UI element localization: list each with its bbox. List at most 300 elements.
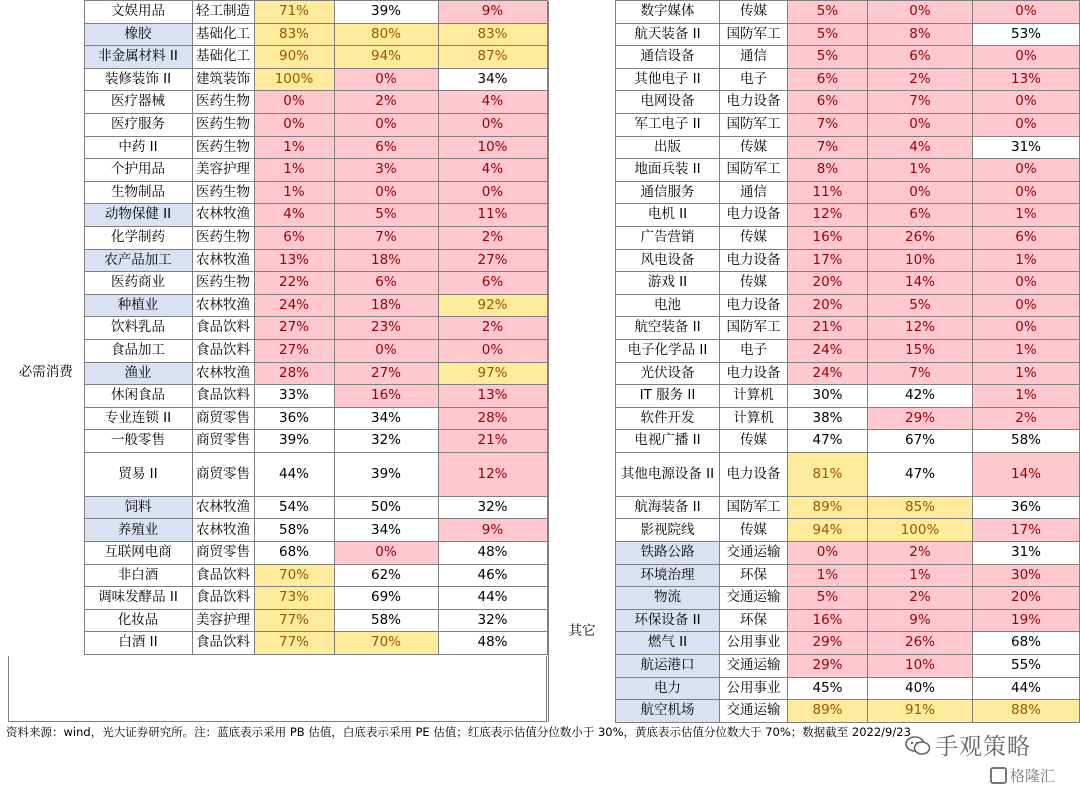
table-row (8, 542, 547, 565)
sector-name: 美容护理 (192, 609, 254, 632)
table-row (549, 136, 1080, 159)
table-row (8, 226, 547, 249)
percentile-value: 0% (973, 113, 1080, 136)
industry-name: 燃气 II (616, 632, 720, 655)
sector-name: 电子 (720, 339, 788, 362)
industry-name: 互联网电商 (84, 542, 192, 565)
industry-name: 化学制药 (84, 226, 192, 249)
right-valuation-table (548, 0, 1080, 723)
table-row (8, 587, 547, 610)
industry-name: 数字媒体 (616, 1, 720, 24)
percentile-value: 24% (788, 339, 868, 362)
percentile-value: 0% (973, 294, 1080, 317)
percentile-value: 2% (868, 587, 973, 610)
percentile-value: 0% (334, 68, 438, 91)
table-row (549, 68, 1080, 91)
table-row (549, 407, 1080, 430)
percentile-value: 36% (973, 496, 1080, 519)
sector-name: 医药生物 (192, 136, 254, 159)
table-row (549, 655, 1080, 678)
percentile-value: 46% (438, 564, 547, 587)
percentile-value: 68% (973, 632, 1080, 655)
industry-name: 医疗服务 (84, 113, 192, 136)
sector-name: 电力设备 (720, 91, 788, 114)
percentile-value: 5% (334, 204, 438, 227)
sector-name: 食品饮料 (192, 564, 254, 587)
industry-name: 电子化学品 II (616, 339, 720, 362)
percentile-value: 34% (334, 407, 438, 430)
percentile-value: 91% (868, 700, 973, 723)
percentile-value: 68% (254, 542, 334, 565)
industry-name: 橡胶 (84, 23, 192, 46)
percentile-value: 24% (254, 294, 334, 317)
industry-name: 军工电子 II (616, 113, 720, 136)
left-valuation-table (8, 0, 548, 655)
industry-name: 电力 (616, 677, 720, 700)
percentile-value: 39% (334, 1, 438, 24)
table-row (8, 68, 547, 91)
percentile-value: 4% (254, 204, 334, 227)
industry-name: 广告营销 (616, 226, 720, 249)
percentile-value: 0% (254, 113, 334, 136)
sector-name: 交通运输 (720, 542, 788, 565)
industry-name: 环保设备 II (616, 609, 720, 632)
table-row (549, 91, 1080, 114)
percentile-value: 0% (973, 1, 1080, 24)
table-row (549, 632, 1080, 655)
percentile-value: 70% (254, 564, 334, 587)
percentile-value: 0% (973, 181, 1080, 204)
sector-name: 电力设备 (720, 294, 788, 317)
percentile-value: 24% (788, 362, 868, 385)
table-row (8, 204, 547, 227)
percentile-value: 30% (788, 385, 868, 408)
source-footnote: 资料来源：wind，光大证券研究所。注：蓝底表示采用 PB 估值，白底表示采用 PE 估值；红底表示估值分位数小于 30%，黄底表示估值分位数大于 70%；数据截至 2022/9/23 (6, 725, 911, 739)
sector-name: 通信 (720, 181, 788, 204)
percentile-value: 8% (788, 159, 868, 182)
percentile-value: 12% (438, 452, 547, 496)
table-row (549, 1, 1080, 24)
percentile-value: 1% (973, 339, 1080, 362)
table-row (8, 632, 547, 655)
sector-name: 医药生物 (192, 113, 254, 136)
table-row (8, 91, 547, 114)
industry-name: 铁路公路 (616, 542, 720, 565)
sector-name: 计算机 (720, 385, 788, 408)
percentile-value: 47% (788, 430, 868, 453)
percentile-value: 28% (254, 362, 334, 385)
percentile-value: 6% (254, 226, 334, 249)
percentile-value: 1% (788, 564, 868, 587)
percentile-value: 6% (973, 226, 1080, 249)
percentile-value: 12% (868, 317, 973, 340)
industry-name: 电视广播 II (616, 430, 720, 453)
percentile-value: 0% (438, 181, 547, 204)
table-row (8, 339, 547, 362)
table-row (8, 136, 547, 159)
percentile-value: 2% (868, 68, 973, 91)
percentile-value: 73% (254, 587, 334, 610)
percentile-value: 44% (254, 452, 334, 496)
percentile-value: 0% (334, 181, 438, 204)
sector-name: 环保 (720, 609, 788, 632)
percentile-value: 42% (868, 385, 973, 408)
sector-name: 食品饮料 (192, 632, 254, 655)
percentile-value: 70% (334, 632, 438, 655)
table-row (8, 249, 547, 272)
sector-name: 农林牧渔 (192, 519, 254, 542)
percentile-value: 13% (973, 68, 1080, 91)
percentile-value: 7% (334, 226, 438, 249)
percentile-value: 45% (788, 677, 868, 700)
percentile-value: 0% (868, 1, 973, 24)
industry-name: 通信服务 (616, 181, 720, 204)
percentile-value: 29% (788, 655, 868, 678)
percentile-value: 12% (788, 204, 868, 227)
table-row (8, 496, 547, 519)
percentile-value: 36% (254, 407, 334, 430)
percentile-value: 81% (788, 452, 868, 496)
industry-name: 文娱用品 (84, 1, 192, 24)
percentile-value: 17% (788, 249, 868, 272)
percentile-value: 4% (438, 159, 547, 182)
sector-name: 商贸零售 (192, 407, 254, 430)
percentile-value: 18% (334, 249, 438, 272)
percentile-value: 8% (868, 23, 973, 46)
table-row (8, 181, 547, 204)
table-row (8, 317, 547, 340)
percentile-value: 69% (334, 587, 438, 610)
industry-name: 地面兵装 II (616, 159, 720, 182)
percentile-value: 47% (868, 452, 973, 496)
percentile-value: 39% (254, 430, 334, 453)
percentile-value: 33% (254, 385, 334, 408)
percentile-value: 40% (868, 677, 973, 700)
table-row (549, 159, 1080, 182)
brand-logo-icon (990, 767, 1007, 784)
industry-name: 动物保健 II (84, 204, 192, 227)
industry-name: 航空机场 (616, 700, 720, 723)
percentile-value: 30% (973, 564, 1080, 587)
sector-name: 电力设备 (720, 362, 788, 385)
percentile-value: 5% (788, 587, 868, 610)
percentile-value: 55% (973, 655, 1080, 678)
industry-name: 影视院线 (616, 519, 720, 542)
sector-name: 食品饮料 (192, 385, 254, 408)
percentile-value: 92% (438, 294, 547, 317)
sector-name: 国防军工 (720, 23, 788, 46)
percentile-value: 89% (788, 496, 868, 519)
percentile-value: 2% (868, 542, 973, 565)
sector-name: 基础化工 (192, 46, 254, 69)
table-row (549, 700, 1080, 723)
industry-name: 风电设备 (616, 249, 720, 272)
percentile-value: 28% (438, 407, 547, 430)
table-row (549, 181, 1080, 204)
sector-name: 国防军工 (720, 496, 788, 519)
percentile-value: 18% (334, 294, 438, 317)
percentile-value: 9% (868, 609, 973, 632)
table-row (549, 496, 1080, 519)
sector-name: 计算机 (720, 407, 788, 430)
percentile-value: 6% (788, 68, 868, 91)
percentile-value: 20% (788, 272, 868, 295)
wechat-icon (905, 735, 931, 757)
percentile-value: 9% (438, 519, 547, 542)
percentile-value: 3% (334, 159, 438, 182)
percentile-value: 20% (788, 294, 868, 317)
table-row (8, 46, 547, 69)
percentile-value: 94% (334, 46, 438, 69)
percentile-value: 1% (254, 159, 334, 182)
sector-name: 电力设备 (720, 452, 788, 496)
sector-name: 电力设备 (720, 249, 788, 272)
percentile-value: 7% (788, 136, 868, 159)
percentile-value: 10% (868, 249, 973, 272)
group-label: 必需消费 (8, 91, 84, 655)
sector-name: 食品饮料 (192, 587, 254, 610)
percentile-value: 34% (438, 68, 547, 91)
table-row (8, 407, 547, 430)
group-label-empty (8, 1, 84, 91)
percentile-value: 14% (868, 272, 973, 295)
table-row (549, 385, 1080, 408)
industry-name: 农产品加工 (84, 249, 192, 272)
percentile-value: 7% (868, 362, 973, 385)
industry-name: IT 服务 II (616, 385, 720, 408)
percentile-value: 11% (438, 204, 547, 227)
sector-name: 农林牧渔 (192, 294, 254, 317)
industry-name: 通信设备 (616, 46, 720, 69)
industry-name: 环境治理 (616, 564, 720, 587)
industry-name: 个护用品 (84, 159, 192, 182)
percentile-value: 7% (788, 113, 868, 136)
percentile-value: 27% (334, 362, 438, 385)
brand-text: 格隆汇 (1010, 767, 1056, 785)
industry-name: 航海装备 II (616, 496, 720, 519)
industry-name: 电池 (616, 294, 720, 317)
percentile-value: 34% (334, 519, 438, 542)
sector-name: 农林牧渔 (192, 249, 254, 272)
percentile-value: 1% (973, 362, 1080, 385)
sector-name: 电子 (720, 68, 788, 91)
sector-name: 轻工制造 (192, 1, 254, 24)
industry-name: 种植业 (84, 294, 192, 317)
percentile-value: 17% (973, 519, 1080, 542)
percentile-value: 58% (973, 430, 1080, 453)
percentile-value: 89% (788, 700, 868, 723)
percentile-value: 83% (438, 23, 547, 46)
table-row (549, 249, 1080, 272)
sector-name: 传媒 (720, 1, 788, 24)
percentile-value: 31% (973, 542, 1080, 565)
percentile-value: 0% (334, 113, 438, 136)
sector-name: 公用事业 (720, 632, 788, 655)
percentile-value: 50% (334, 496, 438, 519)
industry-name: 非金属材料 II (84, 46, 192, 69)
table-row (549, 204, 1080, 227)
percentile-value: 5% (788, 1, 868, 24)
percentile-value: 5% (788, 46, 868, 69)
sector-name: 商贸零售 (192, 430, 254, 453)
percentile-value: 5% (788, 23, 868, 46)
percentile-value: 5% (868, 294, 973, 317)
sector-name: 医药生物 (192, 91, 254, 114)
sector-name: 农林牧渔 (192, 204, 254, 227)
industry-name: 化妆品 (84, 609, 192, 632)
percentile-value: 4% (438, 91, 547, 114)
percentile-value: 62% (334, 564, 438, 587)
group-label-empty (549, 1, 616, 542)
table-row (549, 677, 1080, 700)
percentile-value: 0% (438, 113, 547, 136)
sector-name: 交通运输 (720, 700, 788, 723)
industry-name: 一般零售 (84, 430, 192, 453)
industry-name: 物流 (616, 587, 720, 610)
percentile-value: 7% (868, 91, 973, 114)
table-row (549, 23, 1080, 46)
percentile-value: 27% (254, 317, 334, 340)
percentile-value: 27% (254, 339, 334, 362)
table-row (549, 587, 1080, 610)
industry-name: 其他电子 II (616, 68, 720, 91)
industry-name: 食品加工 (84, 339, 192, 362)
percentile-value: 1% (973, 385, 1080, 408)
percentile-value: 22% (254, 272, 334, 295)
sector-name: 国防军工 (720, 113, 788, 136)
industry-name: 生物制品 (84, 181, 192, 204)
percentile-value: 38% (788, 407, 868, 430)
percentile-value: 1% (254, 181, 334, 204)
table-row (8, 23, 547, 46)
table-row (549, 294, 1080, 317)
table-row (8, 362, 547, 385)
percentile-value: 31% (973, 136, 1080, 159)
table-row (8, 609, 547, 632)
percentile-value: 88% (973, 700, 1080, 723)
percentile-value: 0% (868, 113, 973, 136)
percentile-value: 0% (868, 181, 973, 204)
percentile-value: 87% (438, 46, 547, 69)
percentile-value: 21% (788, 317, 868, 340)
industry-name: 贸易 II (84, 452, 192, 496)
industry-name: 非白酒 (84, 564, 192, 587)
table-row (549, 226, 1080, 249)
industry-name: 白酒 II (84, 632, 192, 655)
percentile-value: 100% (254, 68, 334, 91)
sector-name: 美容护理 (192, 159, 254, 182)
percentile-value: 0% (438, 339, 547, 362)
percentile-value: 16% (788, 609, 868, 632)
percentile-value: 2% (438, 317, 547, 340)
table-row (8, 519, 547, 542)
percentile-value: 6% (868, 204, 973, 227)
industry-name: 中药 II (84, 136, 192, 159)
percentile-value: 19% (973, 609, 1080, 632)
watermark (905, 728, 1031, 761)
industry-name: 出版 (616, 136, 720, 159)
percentile-value: 44% (973, 677, 1080, 700)
table-row (8, 159, 547, 182)
industry-name: 航运港口 (616, 655, 720, 678)
percentile-value: 90% (254, 46, 334, 69)
percentile-value: 0% (973, 91, 1080, 114)
percentile-value: 1% (868, 564, 973, 587)
industry-name: 光伏设备 (616, 362, 720, 385)
industry-name: 饲料 (84, 496, 192, 519)
percentile-value: 97% (438, 362, 547, 385)
sector-name: 传媒 (720, 226, 788, 249)
percentile-value: 48% (438, 632, 547, 655)
percentile-value: 6% (334, 136, 438, 159)
percentile-value: 6% (334, 272, 438, 295)
percentile-value: 83% (254, 23, 334, 46)
percentile-value: 77% (254, 609, 334, 632)
percentile-value: 10% (868, 655, 973, 678)
percentile-value: 26% (868, 226, 973, 249)
table-row (8, 272, 547, 295)
industry-name: 软件开发 (616, 407, 720, 430)
percentile-value: 39% (334, 452, 438, 496)
table-row (549, 430, 1080, 453)
percentile-value: 27% (438, 249, 547, 272)
sector-name: 医药生物 (192, 272, 254, 295)
left-blank-area (8, 656, 547, 722)
industry-name: 其他电源设备 II (616, 452, 720, 496)
industry-name: 医疗器械 (84, 91, 192, 114)
sector-name: 传媒 (720, 272, 788, 295)
industry-name: 电机 II (616, 204, 720, 227)
percentile-value: 16% (788, 226, 868, 249)
percentile-value: 1% (973, 249, 1080, 272)
industry-name: 调味发酵品 II (84, 587, 192, 610)
percentile-value: 44% (438, 587, 547, 610)
percentile-value: 32% (334, 430, 438, 453)
brand-watermark (990, 765, 1055, 786)
sector-name: 商贸零售 (192, 452, 254, 496)
table-row (549, 609, 1080, 632)
percentile-value: 16% (334, 385, 438, 408)
percentile-value: 0% (973, 46, 1080, 69)
industry-name: 航天装备 II (616, 23, 720, 46)
percentile-value: 54% (254, 496, 334, 519)
sector-name: 传媒 (720, 136, 788, 159)
percentile-value: 0% (973, 272, 1080, 295)
sector-name: 医药生物 (192, 226, 254, 249)
table-row (8, 430, 547, 453)
watermark-text: 手观策略 (935, 734, 1031, 760)
percentile-value: 58% (334, 609, 438, 632)
sector-name: 食品饮料 (192, 317, 254, 340)
percentile-value: 15% (868, 339, 973, 362)
sector-name: 传媒 (720, 430, 788, 453)
percentile-value: 26% (868, 632, 973, 655)
sector-name: 农林牧渔 (192, 496, 254, 519)
percentile-value: 58% (254, 519, 334, 542)
sector-name: 建筑装饰 (192, 68, 254, 91)
industry-name: 渔业 (84, 362, 192, 385)
percentile-value: 2% (438, 226, 547, 249)
sector-name: 商贸零售 (192, 542, 254, 565)
table-row (8, 564, 547, 587)
percentile-value: 0% (334, 542, 438, 565)
sector-name: 国防军工 (720, 317, 788, 340)
percentile-value: 94% (788, 519, 868, 542)
sector-name: 食品饮料 (192, 339, 254, 362)
percentile-value: 0% (334, 339, 438, 362)
percentile-value: 10% (438, 136, 547, 159)
percentile-value: 6% (868, 46, 973, 69)
